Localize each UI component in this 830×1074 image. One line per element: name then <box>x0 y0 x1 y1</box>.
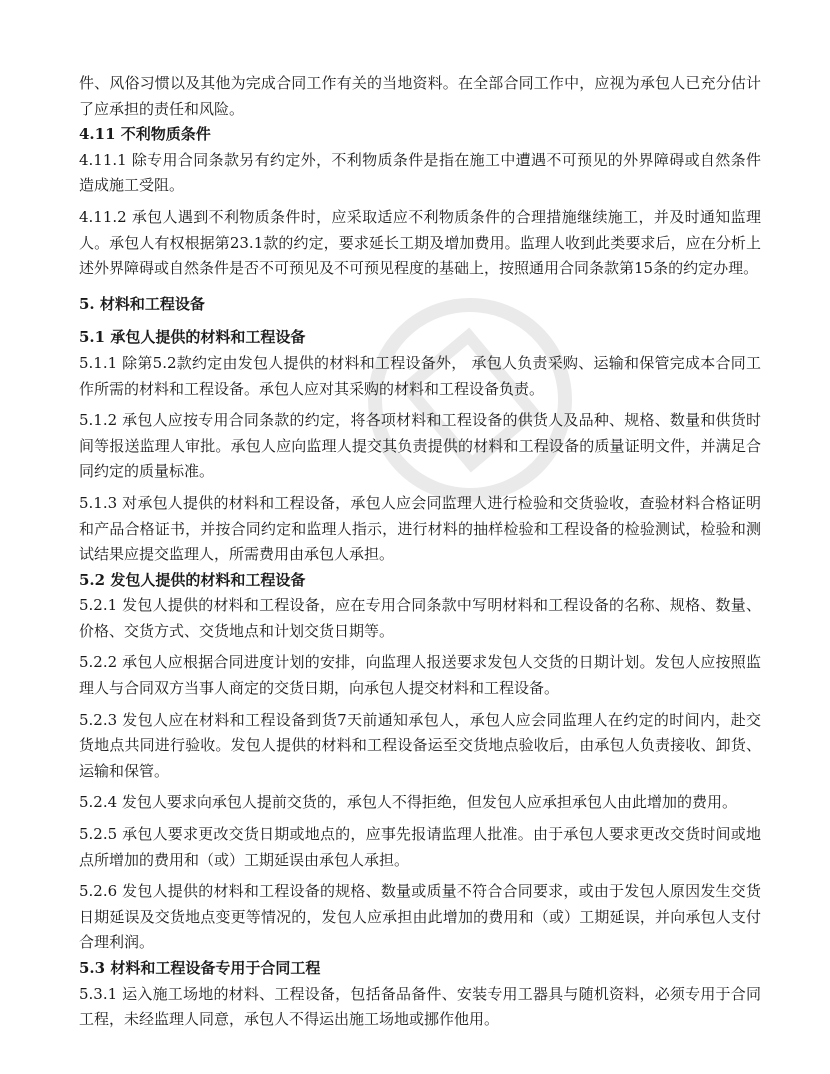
paragraph-5-2-5: 5.2.5 承包人要求更改交货日期或地点的，应事先报请监理人批准。由于承包人要求更改交货时间或地点所增加的费用和（或）工期延误由承包人承担。 <box>79 825 761 869</box>
paragraph-5-2-1: 5.2.1 发包人提供的材料和工程设备，应在专用合同条款中写明材料和工程设备的名称、规格、数量、价格、交货方式、交货地点和计划交货日期等。 <box>79 596 761 640</box>
heading-4-11: 4.11 不利物质条件 <box>79 125 211 144</box>
paragraph-5-1-3: 5.1.3 对承包人提供的材料和工程设备，承包人应会同监理人进行检验和交货验收，查验材料合格证明和产品合格证书，并按合同约定和监理人指示，进行材料的抽样检验和工程设备的检验测试，检验和测试结果应提交监理人，所需费用由承包人承担。 <box>79 493 761 564</box>
paragraph-5-3-1: 5.3.1 运入施工场地的材料、工程设备，包括备品备件、安装专用工器具与随机资料，必须专用于合同工程，未经监理人同意，承包人不得运出施工场地或挪作他用。 <box>79 984 761 1029</box>
heading-5-1: 5.1 承包人提供的材料和工程设备 <box>79 328 306 347</box>
paragraph-5-2-6: 5.2.6 发包人提供的材料和工程设备的规格、数量或质量不符合合同要求，或由于发包人原因发生交货日期延误及交货地点变更等情况的，发包人应承担由此增加的费用和（或）工期延误，并向承包人支付合理利润。 <box>79 882 761 952</box>
paragraph-5-2-2: 5.2.2 承包人应根据合同进度计划的安排，向监理人报送要求发包人交货的日期计划。发包人应按照监理人与合同双方当事人商定的交货日期，向承包人提交材料和工程设备。 <box>79 653 761 698</box>
heading-5-2: 5.2 发包人提供的材料和工程设备 <box>79 570 306 589</box>
paragraph-4-11-1: 4.11.1 除专用合同条款另有约定外，不利物质条件是指在施工中遭遇不可预见的外界障碍或自然条件造成施工受阻。 <box>79 150 761 195</box>
paragraph-intro-continued: 件、风俗习惯以及其他为完成合同工作有关的当地资料。在全部合同工作中，应视为承包人已充分估计了应承担的责任和风险。 <box>79 74 761 118</box>
paragraph-5-2-4: 5.2.4 发包人要求向承包人提前交货的，承包人不得拒绝，但发包人应承担承包人由此增加的费用。 <box>79 793 737 812</box>
document-body <box>79 71 761 1033</box>
paragraph-4-11-2: 4.11.2 承包人遇到不利物质条件时，应采取适应不利物质条件的合理措施继续施工，并及时通知监理人。承包人有权根据第23.1款的约定，要求延长工期及增加费用。监理人收到此类要求后，应在分析上述外界障碍或自然条件是否不可预见及不可预见程度的基础上，按照通用合同条款第15条的约定办理。 <box>79 207 761 278</box>
heading-5-3: 5.3 材料和工程设备专用于合同工程 <box>79 959 321 977</box>
paragraph-5-1-2: 5.1.2 承包人应按专用合同条款的约定，将各项材料和工程设备的供货人及品种、规格、数量和供货时间等报送监理人审批。承包人应向监理人提交其负责提供的材料和工程设备的质量证明文件，并满足合同约定的质量标准。 <box>79 411 761 481</box>
heading-5: 5. 材料和工程设备 <box>79 294 205 313</box>
paragraph-5-1-1: 5.1.1 除第5.2款约定由发包人提供的材料和工程设备外， 承包人负责采购、运输和保管完成本合同工作所需的材料和工程设备。承包人应对其采购的材料和工程设备负责。 <box>79 353 761 398</box>
paragraph-5-2-3: 5.2.3 发包人应在材料和工程设备到货7天前通知承包人，承包人应会同监理人在约定的时间内，赴交货地点共同进行验收。发包人提供的材料和工程设备运至交货地点验收后，由承包人负责接收、卸货、运输和保管。 <box>79 710 761 780</box>
